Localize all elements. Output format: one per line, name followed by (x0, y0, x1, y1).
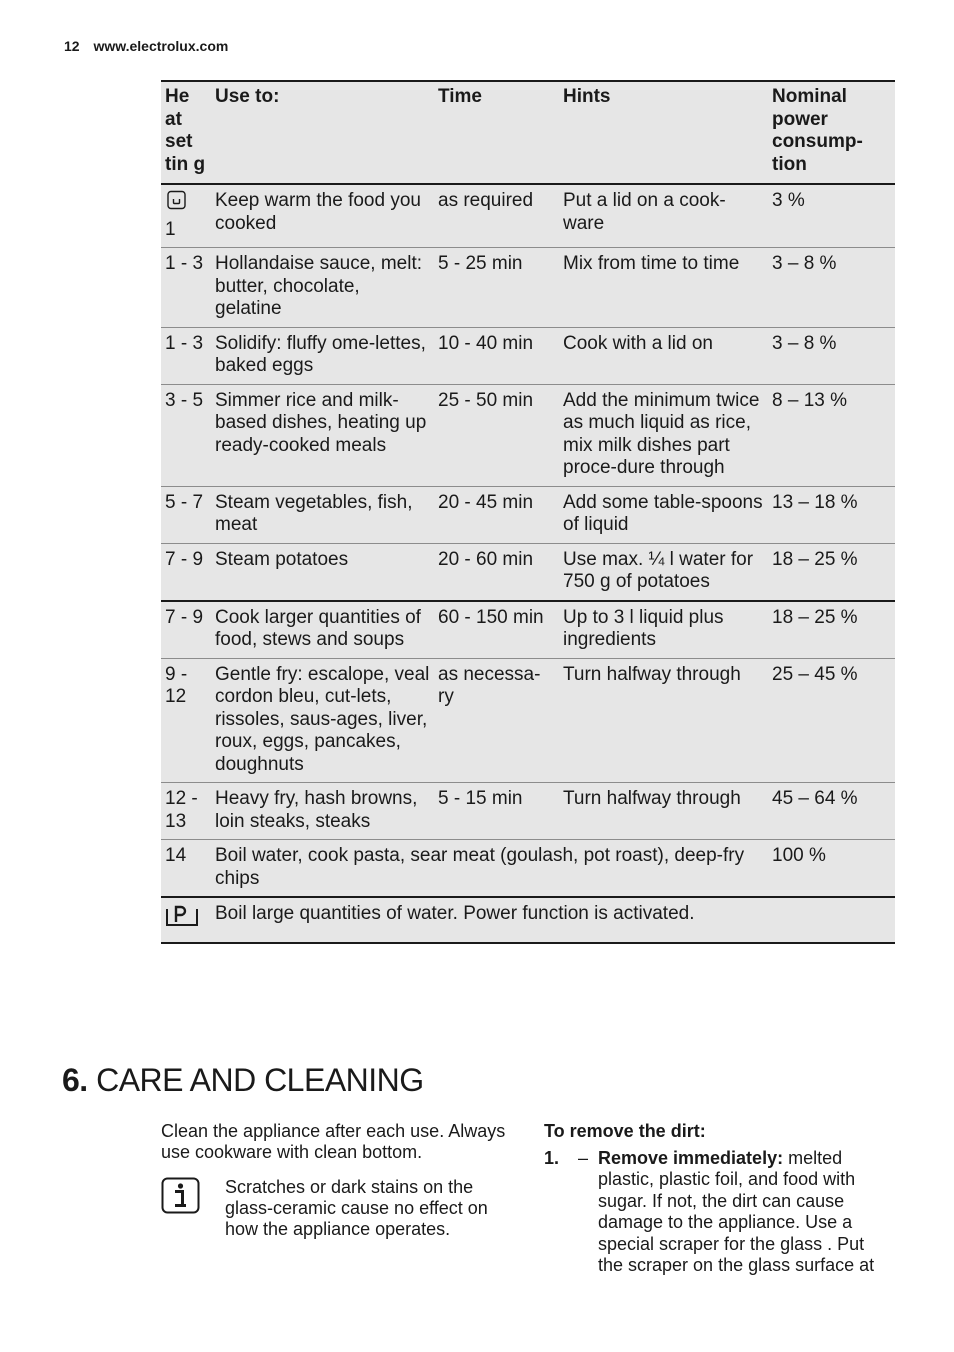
cell-power: 25 – 45 % (768, 658, 895, 783)
cell-power: 100 % (768, 840, 895, 898)
cell-power: 3 % (768, 184, 895, 248)
cell-time: 5 - 25 min (434, 248, 559, 328)
cell-use: Steam potatoes (211, 543, 434, 601)
table-row (161, 327, 895, 384)
cell-time: as necessa-ry (434, 658, 559, 783)
step-body (598, 1148, 894, 1277)
cell-use: Boil large quantities of water. Power function is activated. (211, 897, 895, 943)
cell-time: 20 - 45 min (434, 486, 559, 543)
cell-use: Steam vegetables, fish, meat (211, 486, 434, 543)
site-url: www.electrolux.com (93, 38, 229, 54)
table-row (161, 897, 895, 943)
cell-setting: 5 - 7 (161, 486, 211, 543)
heat-settings-table (161, 80, 895, 944)
list-item (544, 1148, 894, 1277)
cell-hints: Up to 3 l liquid plus ingredients (559, 601, 768, 659)
cell-use: Keep warm the food you cooked (211, 184, 434, 248)
info-icon (161, 1177, 201, 1220)
header-power: Nominal power consump-tion (768, 81, 895, 184)
cell-power: 8 – 13 % (768, 384, 895, 486)
cell-hints: Turn halfway through (559, 658, 768, 783)
cell-use: Solidify: fluffy ome-lettes, baked eggs (211, 327, 434, 384)
header-hints: Hints (559, 81, 768, 184)
cell-use: Gentle fry: escalope, veal cordon bleu, cut-lets, rissoles, saus-ages, liver, roux, eggs, pancakes, doughnuts (211, 658, 434, 783)
cell-use: Simmer rice and milk-based dishes, heating up ready-cooked meals (211, 384, 434, 486)
cell-setting: 3 - 5 (161, 384, 211, 486)
cell-hints: Add some table-spoons of liquid (559, 486, 768, 543)
cell-setting: 9 - 12 (161, 658, 211, 783)
cell-setting: 12 - 13 (161, 783, 211, 840)
page-header (64, 38, 228, 54)
cell-use: Hollandaise sauce, melt: butter, chocolate, gelatine (211, 248, 434, 328)
step-bold: Remove immediately: (598, 1147, 784, 1168)
table-row (161, 658, 895, 783)
cell-power: 3 – 8 % (768, 248, 895, 328)
cell-setting: 7 - 9 (161, 543, 211, 601)
setting-value: 1 (165, 218, 176, 240)
cell-time: 60 - 150 min (434, 601, 559, 659)
cell-use: Boil water, cook pasta, sear meat (goulash, pot roast), deep-fry chips (211, 840, 768, 898)
section-heading (62, 1062, 424, 1099)
cell-hints: Cook with a lid on (559, 327, 768, 384)
cell-power: 45 – 64 % (768, 783, 895, 840)
cell-time: 25 - 50 min (434, 384, 559, 486)
table-row (161, 486, 895, 543)
cell-time: 10 - 40 min (434, 327, 559, 384)
cell-hints: Mix from time to time (559, 248, 768, 328)
info-text: Scratches or dark stains on the glass-ceramic cause no effect on how the appliance operates. (225, 1177, 488, 1239)
cell-power: 18 – 25 % (768, 601, 895, 659)
cell-setting: 1 - 3 (161, 327, 211, 384)
power-function-icon (165, 903, 199, 936)
cell-setting (161, 897, 211, 943)
cell-power: 3 – 8 % (768, 327, 895, 384)
cell-hints: Add the minimum twice as much liquid as rice, mix milk dishes part proce-dure through (559, 384, 768, 486)
step-number: 1. (544, 1147, 560, 1168)
cell-setting (161, 184, 211, 248)
header-time: Time (434, 81, 559, 184)
subheading: To remove the dirt: (544, 1121, 706, 1141)
cell-time: as required (434, 184, 559, 248)
cell-time: 5 - 15 min (434, 783, 559, 840)
cell-use: Cook larger quantities of food, stews and soups (211, 601, 434, 659)
cell-hints: Use max. ¼ l water for 750 g of potatoes (559, 543, 768, 601)
table-row (161, 184, 895, 248)
step-text: melted plastic, plastic foil, and food with sugar. If not, the dirt can cause damage to the appliance. Use a special scraper for the glass . Put the scraper on the glass surface at (598, 1147, 875, 1275)
left-column (161, 1121, 516, 1163)
section-title: CARE AND CLEANING (96, 1062, 424, 1098)
table-row (161, 840, 895, 898)
table-header-row (161, 81, 895, 184)
table-row (161, 783, 895, 840)
table-row (161, 248, 895, 328)
cell-hints: Put a lid on a cook-ware (559, 184, 768, 248)
cell-setting: 7 - 9 (161, 601, 211, 659)
cell-setting: 1 - 3 (161, 248, 211, 328)
cell-power: 13 – 18 % (768, 486, 895, 543)
table-row (161, 601, 895, 659)
page-number: 12 (64, 38, 80, 54)
header-heat-setting: He at set tin g (161, 81, 211, 184)
cell-use: Heavy fry, hash browns, loin steaks, steaks (211, 783, 434, 840)
right-column (544, 1121, 894, 1277)
section-number: 6. (62, 1062, 88, 1098)
cell-setting: 14 (161, 840, 211, 898)
table-row (161, 543, 895, 601)
cell-hints: Turn halfway through (559, 783, 768, 840)
keep-warm-icon (165, 190, 187, 219)
cell-time: 20 - 60 min (434, 543, 559, 601)
header-use-to: Use to: (211, 81, 434, 184)
cell-power: 18 – 25 % (768, 543, 895, 601)
table-row (161, 384, 895, 486)
step-dash: – (578, 1147, 589, 1168)
intro-text: Clean the appliance after each use. Always use cookware with clean bottom. (161, 1121, 506, 1162)
